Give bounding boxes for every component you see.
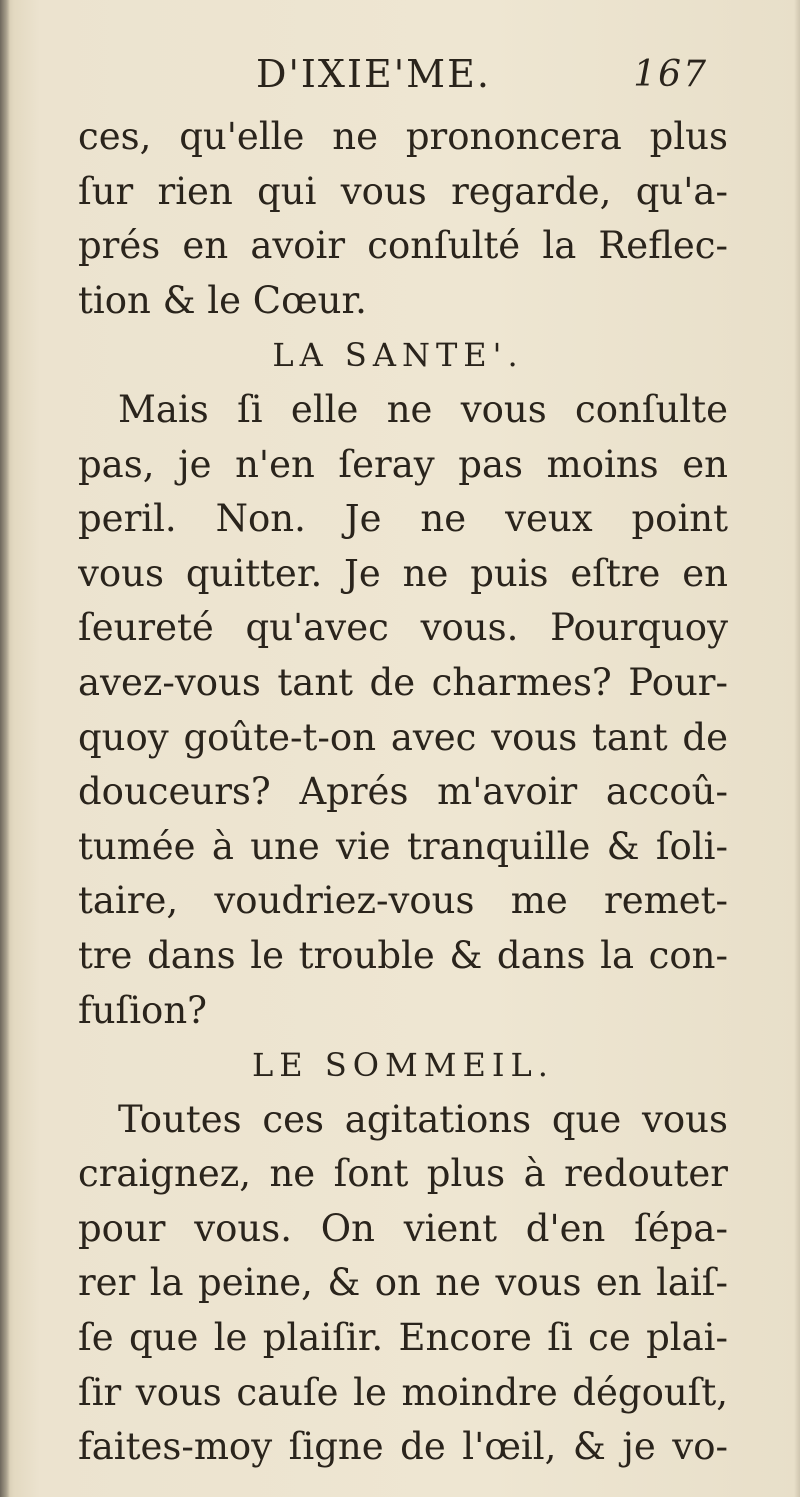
text-line: tion & le Cœur. bbox=[78, 278, 367, 322]
running-head-title: D'IXIE'ME. bbox=[256, 52, 491, 96]
text-line: vous quitter. Je ne puis eſtre en bbox=[78, 551, 728, 595]
page-number: 167 bbox=[633, 54, 708, 95]
text-line: pour vous. On vient d'en ſépa- bbox=[78, 1206, 728, 1250]
text-line: ſir vous cauſe le moindre dégouſt, bbox=[78, 1370, 728, 1414]
page-gutter-shadow bbox=[0, 0, 10, 1497]
text-line: rer la peine, & on ne vous en laiſ- bbox=[78, 1261, 728, 1305]
text-line: fuſion? bbox=[78, 988, 207, 1032]
text-line: peril. Non. Je ne veux point bbox=[78, 497, 728, 541]
text-line: craignez, ne ſont plus à redouter bbox=[78, 1152, 728, 1196]
text-line: faites-moy ſigne de l'œil, & je vo- bbox=[78, 1425, 728, 1469]
text-line: pas, je n'en ſeray pas moins en bbox=[78, 442, 728, 486]
text-line: avez-vous tant de charmes? Pour- bbox=[78, 660, 728, 704]
text-line: ſe que le plaiſir. Encore ſi ce plai- bbox=[78, 1316, 728, 1360]
page-edge bbox=[794, 0, 800, 1497]
text-line: taire, voudriez-vous me remet- bbox=[78, 879, 728, 923]
text-line: Mais ſi elle ne vous conſulte bbox=[118, 387, 728, 431]
text-line: tre dans le trouble & dans la con- bbox=[78, 933, 728, 977]
text-line: prés en avoir conſulté la Reflec- bbox=[78, 224, 728, 268]
text-line: douceurs? Aprés m'avoir accoû- bbox=[78, 770, 728, 814]
text-line: quoy goûte-t-on avec vous tant de bbox=[78, 715, 728, 759]
text-line: ſeureté qu'avec vous. Pourquoy bbox=[78, 606, 728, 650]
text-line: Toutes ces agitations que vous bbox=[118, 1097, 728, 1141]
speaker-heading: LA SANTE'. bbox=[272, 336, 524, 375]
speaker-heading: LE SOMMEIL. bbox=[252, 1046, 554, 1085]
text-block bbox=[78, 52, 728, 1475]
text-line: ces, qu'elle ne prononcera plus bbox=[78, 115, 728, 158]
running-head bbox=[78, 52, 728, 110]
text-line: tumée à une vie tranquille & ſoli- bbox=[78, 824, 728, 868]
text-line: ſur rien qui vous regarde, qu'a- bbox=[78, 169, 728, 213]
